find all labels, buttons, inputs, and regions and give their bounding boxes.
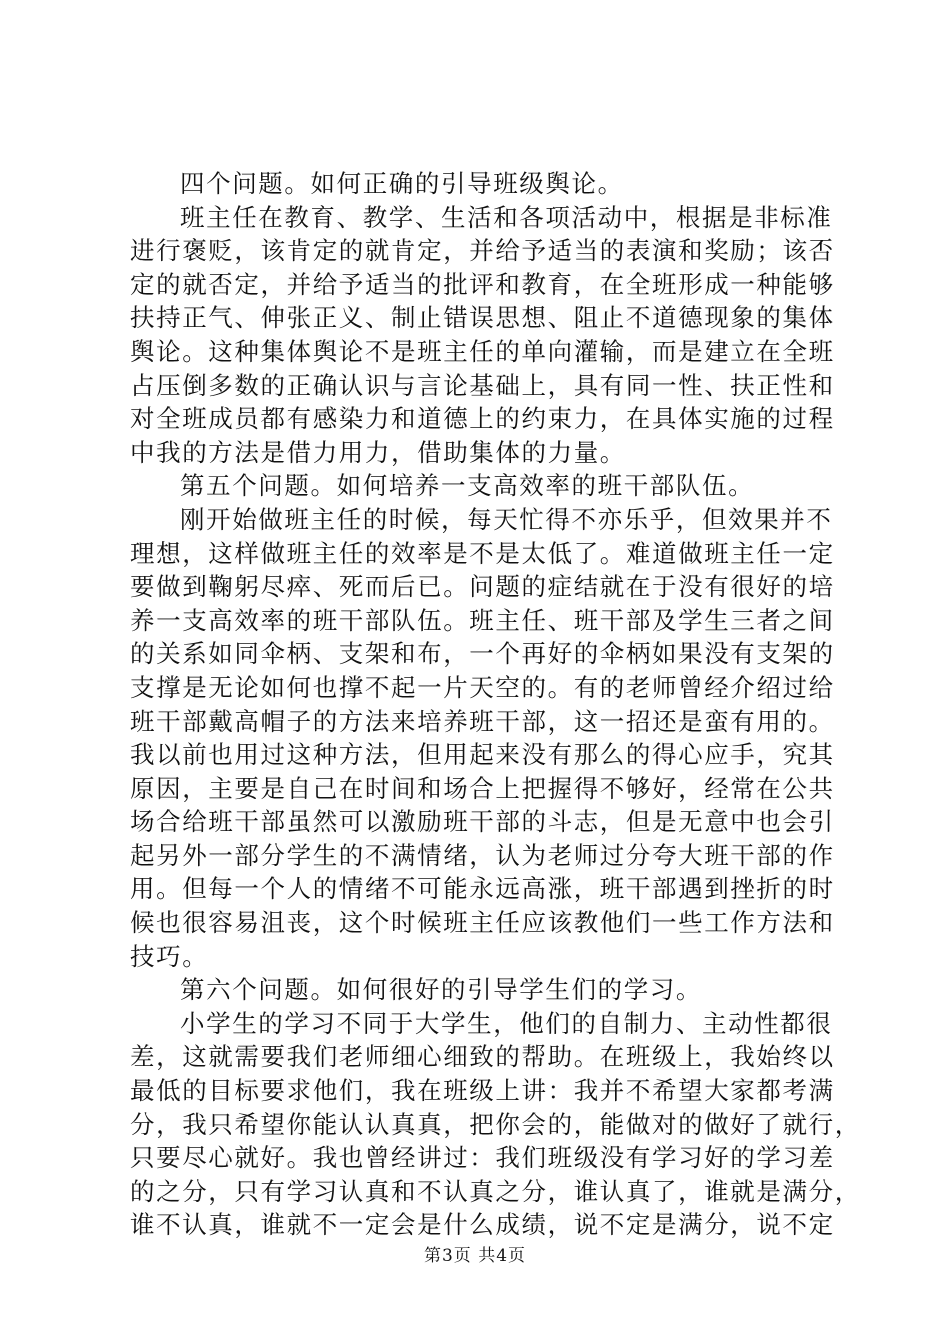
text-line: 舆论。这种集体舆论不是班主任的单向灌输，而是建立在全班 [130, 336, 835, 366]
text-line: 四个问题。如何正确的引导班级舆论。 [180, 169, 624, 198]
text-line: 只要尽心就好。我也曾经讲过：我们班级没有学习好的学习差 [130, 1143, 835, 1173]
text-line: 占压倒多数的正确认识与言论基础上，具有同一性、扶正性和 [130, 370, 835, 400]
document-body [130, 167, 861, 1242]
text-line: 分，我只希望你能认认真真，把你会的，能做对的做好了就行， [130, 1109, 861, 1139]
text-line: 谁不认真，谁就不一定会是什么成绩，说不定是满分，说不定 [130, 1210, 835, 1240]
text-line: 用。但每一个人的情绪不可能永远高涨，班干部遇到挫折的时 [130, 874, 835, 904]
text-line: 刚开始做班主任的时候，每天忙得不亦乐乎，但效果并不 [180, 504, 833, 534]
text-line: 候也很容易沮丧，这个时候班主任应该教他们一些工作方法和 [130, 908, 835, 938]
text-line: 差，这就需要我们老师细心细致的帮助。在班级上，我始终以 [130, 1042, 835, 1072]
text-line: 技巧。 [130, 941, 209, 971]
text-line: 进行褒贬，该肯定的就肯定，并给予适当的表演和奖励；该否 [130, 236, 835, 266]
text-line: 第五个问题。如何培养一支高效率的班干部队伍。 [180, 471, 755, 501]
text-line: 的关系如同伞柄、支架和布，一个再好的伞柄如果没有支架的 [130, 639, 835, 669]
text-line: 第六个问题。如何很好的引导学生们的学习。 [180, 975, 702, 1005]
text-line: 班主任在教育、教学、生活和各项活动中，根据是非标准 [180, 202, 833, 232]
text-line: 扶持正气、伸张正义、制止错误思想、阻止不道德现象的集体 [130, 303, 835, 333]
text-line: 对全班成员都有感染力和道德上的约束力，在具体实施的过程 [130, 404, 835, 434]
text-line: 我以前也用过这种方法，但用起来没有那么的得心应手，究其 [130, 740, 835, 770]
text-line: 理想，这样做班主任的效率是不是太低了。难道做班主任一定 [130, 538, 835, 568]
text-line: 原因，主要是自己在时间和场合上把握得不够好，经常在公共 [130, 773, 835, 803]
text-line: 的之分，只有学习认真和不认真之分，谁认真了，谁就是满分， [130, 1176, 861, 1206]
text-line: 场合给班干部虽然可以激励班干部的斗志，但是无意中也会引 [130, 807, 835, 837]
page-footer: 第3页 共4页 [423, 1246, 527, 1266]
text-line: 最低的目标要求他们，我在班级上讲：我并不希望大家都考满 [130, 1076, 835, 1106]
text-line: 定的就否定，并给予适当的批评和教育，在全班形成一种能够 [130, 269, 835, 299]
text-line: 中我的方法是借力用力，借助集体的力量。 [130, 437, 626, 467]
text-line: 小学生的学习不同于大学生，他们的自制力、主动性都很 [180, 1008, 833, 1038]
text-line: 班干部戴高帽子的方法来培养班干部，这一招还是蛮有用的。 [130, 706, 835, 736]
text-line: 起另外一部分学生的不满情绪，认为老师过分夸大班干部的作 [130, 840, 835, 870]
text-line: 支撑是无论如何也撑不起一片天空的。有的老师曾经介绍过给 [130, 672, 835, 702]
text-line: 要做到鞠躬尽瘁、死而后已。问题的症结就在于没有很好的培 [130, 572, 835, 602]
text-line: 养一支高效率的班干部队伍。班主任、班干部及学生三者之间 [130, 605, 835, 635]
